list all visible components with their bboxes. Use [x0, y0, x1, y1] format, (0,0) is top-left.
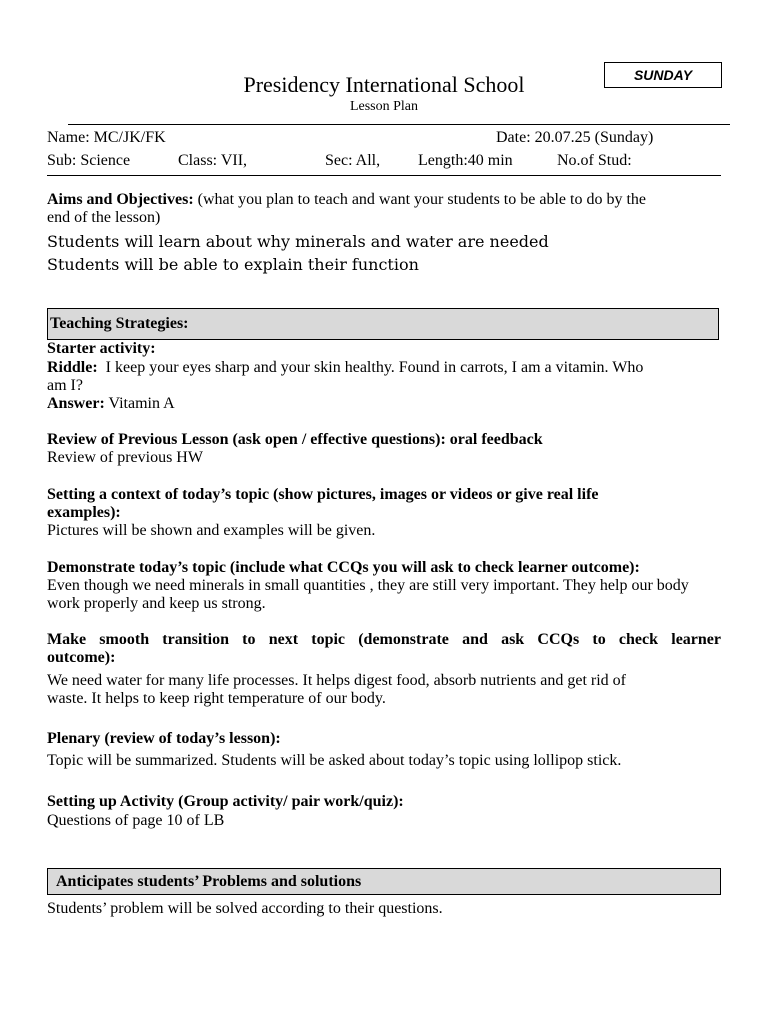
lesson-length: Length:40 min: [418, 152, 513, 169]
riddle-label: Riddle:: [47, 359, 98, 376]
transition-text: We need water for many life processes. It helps digest food, absorb nutrients and get rid of: [47, 672, 626, 689]
teaching-strategies-heading: [47, 308, 719, 340]
problems-label: Anticipates students’ Problems and solutions: [56, 873, 362, 890]
day-badge: SUNDAY: [604, 62, 722, 88]
subject: Sub: Science: [47, 152, 131, 169]
context-label-line2: examples):: [47, 504, 121, 521]
answer-label: Answer:: [47, 395, 105, 412]
demonstrate-label: Demonstrate today’s topic (include what CCQs you will ask to check learner outcome):: [47, 559, 640, 576]
aim-line: Students will be able to explain their function: [47, 255, 419, 274]
class: Class: VII,: [178, 152, 248, 169]
riddle-text: I keep your eyes sharp and your skin healthy. Found in carrots, I am a vitamin. Who: [97, 359, 644, 376]
riddle: [47, 359, 721, 377]
teacher-name: Name: MC/JK/FK: [47, 129, 166, 146]
info-rule: [47, 175, 721, 176]
transition-label: Make smooth transition to next topic (demonstrate and ask CCQs to check learner: [47, 631, 721, 648]
context-label: Setting a context of today’s topic (show pictures, images or videos or give real life: [47, 486, 599, 503]
problems-text: Students’ problem will be solved according to their questions.: [47, 900, 443, 917]
document-type: Lesson Plan: [349, 99, 419, 114]
demonstrate-text: Even though we need minerals in small quantities , they are still very important. They help our body: [47, 577, 689, 594]
review-text: Review of previous HW: [47, 449, 203, 466]
teaching-strategies-label: Teaching Strategies:: [50, 315, 189, 332]
aims-hint-line2: end of the lesson): [47, 209, 161, 226]
riddle-text-line2: am I?: [47, 377, 83, 394]
aims-label: Aims and Objectives:: [47, 191, 194, 208]
review-label: Review of Previous Lesson (ask open / effective questions): oral feedback: [47, 431, 543, 448]
transition-text-line2: waste. It helps to keep right temperature of our body.: [47, 690, 386, 707]
plenary-label: Plenary (review of today’s lesson):: [47, 730, 281, 747]
plenary-text: Topic will be summarized. Students will be asked about today’s topic using lollipop stick.: [47, 752, 622, 769]
starter-activity-label: Starter activity:: [47, 340, 156, 357]
header-rule: [68, 124, 730, 125]
answer: [47, 395, 721, 413]
number-of-students: No.of Stud:: [557, 152, 632, 169]
lesson-date: Date: 20.07.25 (Sunday): [496, 129, 654, 146]
problems-heading: [47, 868, 721, 895]
context-text: Pictures will be shown and examples will be given.: [47, 522, 376, 539]
transition-label-line2: outcome):: [47, 649, 116, 666]
aims-heading: [47, 191, 721, 209]
aim-line: Students will learn about why minerals and water are needed: [47, 232, 549, 251]
section: Sec: All,: [325, 152, 381, 169]
school-name: Presidency International School: [243, 72, 525, 97]
demonstrate-text-line2: work properly and keep us strong.: [47, 595, 266, 612]
activity-label: Setting up Activity (Group activity/ pair work/quiz):: [47, 793, 404, 810]
aims-hint: (what you plan to teach and want your students to be able to do by the: [193, 191, 646, 208]
activity-text: Questions of page 10 of LB: [47, 812, 225, 829]
answer-text: Vitamin A: [104, 395, 175, 412]
